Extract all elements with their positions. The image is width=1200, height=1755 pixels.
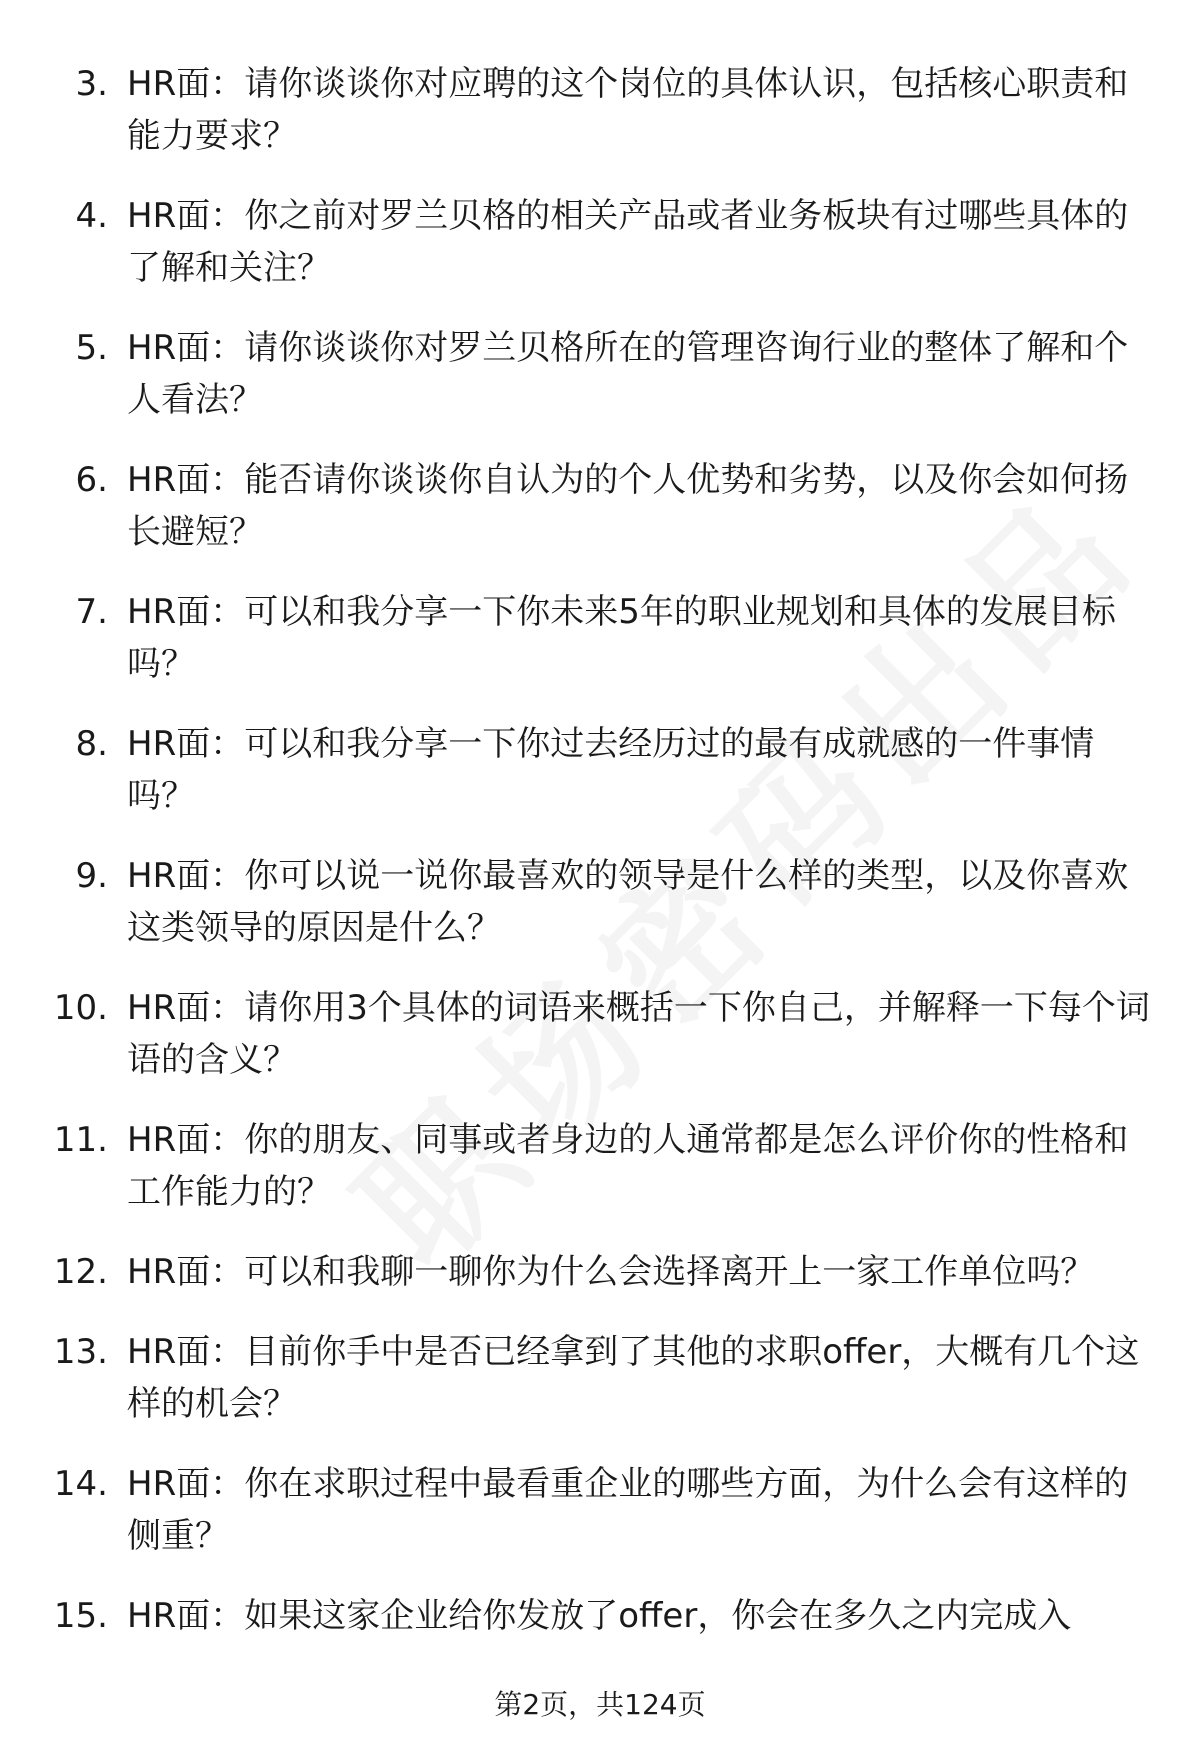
list-item: [0, 322, 1200, 426]
item-number: 9.: [75, 856, 108, 896]
list-item: [0, 454, 1200, 558]
item-text: HR面：可以和我分享一下你过去经历过的最有成就感的一件事情吗？: [127, 724, 1095, 816]
list-item: [0, 1590, 1200, 1642]
item-number: 14.: [53, 1464, 108, 1504]
item-number: 10.: [53, 988, 108, 1028]
item-text: HR面：你在求职过程中最看重企业的哪些方面，为什么会有这样的侧重？: [127, 1464, 1129, 1556]
item-text: HR面：目前你手中是否已经拿到了其他的求职offer，大概有几个这样的机会？: [127, 1332, 1140, 1424]
item-text: HR面：能否请你谈谈你自认为的个人优势和劣势，以及你会如何扬长避短？: [127, 460, 1129, 552]
item-number: 6.: [75, 460, 108, 500]
item-text: HR面：请你谈谈你对应聘的这个岗位的具体认识，包括核心职责和能力要求？: [127, 64, 1129, 156]
list-item: [0, 1114, 1200, 1218]
list-item: [0, 850, 1200, 954]
item-number: 3.: [75, 64, 108, 104]
item-text: HR面：你的朋友、同事或者身边的人通常都是怎么评价你的性格和工作能力的？: [127, 1120, 1129, 1212]
list-item: [0, 58, 1200, 162]
item-number: 8.: [75, 724, 108, 764]
item-number: 4.: [75, 196, 108, 236]
list-item: [0, 1326, 1200, 1430]
item-number: 15.: [53, 1596, 108, 1636]
list-item: [0, 982, 1200, 1086]
question-list: [0, 58, 1200, 1670]
item-number: 13.: [53, 1332, 108, 1372]
item-number: 12.: [53, 1252, 108, 1292]
item-text: HR面：可以和我分享一下你未来5年的职业规划和具体的发展目标吗？: [127, 592, 1116, 684]
item-text: HR面：可以和我聊一聊你为什么会选择离开上一家工作单位吗？: [127, 1252, 1095, 1292]
item-text: HR面：如果这家企业给你发放了offer，你会在多久之内完成入: [127, 1596, 1072, 1636]
item-text: HR面：请你谈谈你对罗兰贝格所在的管理咨询行业的整体了解和个人看法？: [127, 328, 1129, 420]
item-number: 5.: [75, 328, 108, 368]
list-item: [0, 190, 1200, 294]
list-item: [0, 1246, 1200, 1298]
list-item: [0, 718, 1200, 822]
list-item: [0, 1458, 1200, 1562]
item-text: HR面：你之前对罗兰贝格的相关产品或者业务板块有过哪些具体的了解和关注？: [127, 196, 1129, 288]
page-footer: 第2页，共124页: [494, 1688, 706, 1721]
item-number: 11.: [53, 1120, 108, 1160]
item-number: 7.: [75, 592, 108, 632]
list-item: [0, 586, 1200, 690]
item-text: HR面：请你用3个具体的词语来概括一下你自己，并解释一下每个词语的含义？: [127, 988, 1150, 1080]
item-text: HR面：你可以说一说你最喜欢的领导是什么样的类型，以及你喜欢这类领导的原因是什么？: [127, 856, 1129, 948]
